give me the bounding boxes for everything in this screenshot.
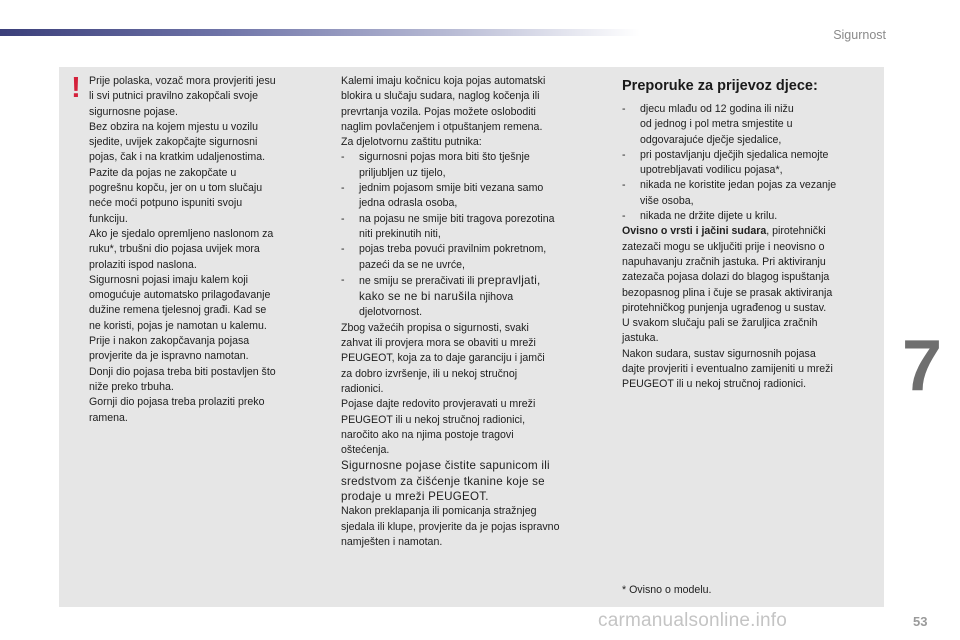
text-line: djelotvornost. — [359, 306, 423, 319]
list-item — [341, 150, 603, 181]
text-line: bezopasnog plina i čuje se prasak aktiviranja — [622, 286, 833, 299]
dash-bullet: - — [341, 151, 345, 164]
watermark: carmanualsonline.info — [598, 610, 788, 631]
text-line: nikada ne koristite jedan pojas za vezanje — [640, 179, 837, 192]
list-item — [341, 273, 603, 321]
text-line: od jednog i pol metra smjestite u — [640, 118, 793, 131]
child-recommendations-column — [622, 77, 878, 393]
text-line: pirotehničkog punjenja ugrađenog u sustav. — [622, 301, 827, 314]
text-line: zatezači mogu se uključiti prije i neovisno o — [622, 240, 825, 253]
text-line: dajte provjeriti i eventualno zamijeniti u mreži — [622, 363, 833, 376]
text-line: sjedala ili klupe, provjerite da je pojas ispravno — [341, 520, 560, 533]
text-line: jastuka. — [622, 332, 659, 345]
text-line: niže preko trbuha. — [89, 380, 174, 393]
text-line: na pojasu ne smije biti tragova porezotina — [359, 212, 555, 225]
text-line: neće moći potpuno ispuniti svoju — [89, 197, 243, 210]
text-line: zahvat ili provjera mora se obaviti u mreži — [341, 337, 536, 350]
text-line: više osoba, — [640, 194, 694, 207]
text-fragment-large: kako se ne bi narušila — [359, 290, 477, 304]
text-line: funkciju. — [89, 212, 128, 225]
list-item — [341, 242, 603, 273]
text-line: priljubljen uz tijelo, — [359, 166, 446, 179]
text-line: Pazite da pojas ne zakopčate u — [89, 166, 237, 179]
warning-text-column — [89, 74, 313, 426]
text-line: odgovarajuće dječje sjedalice, — [640, 133, 782, 146]
text-line: zatezača pojasa dolazi do blagog ispuštanja — [622, 271, 830, 284]
text-line: pojas, čak i na kratkim udaljenostima. — [89, 151, 266, 164]
text-fragment: , pirotehnički — [766, 225, 826, 238]
list-item — [622, 178, 878, 209]
text-line: namješten i namotan. — [341, 535, 443, 548]
chapter-number: 7 — [902, 326, 943, 406]
text-line: radionici. — [341, 382, 384, 395]
text-line-large: prodaje u mreži PEUGEOT. — [341, 490, 489, 504]
list-item — [341, 181, 603, 212]
text-line: prolaziti ispod naslona. — [89, 258, 197, 271]
text-fragment: ne smiju se preračivati ili — [359, 274, 478, 287]
text-line: Nakon sudara, sustav sigurnosnih pojasa — [622, 347, 816, 360]
text-line: Gornji dio pojasa treba prolaziti preko — [89, 396, 265, 409]
dash-bullet: - — [622, 210, 626, 223]
text-line: pogrešnu kopču, jer on u tom slučaju — [89, 182, 263, 195]
header-bar — [0, 29, 640, 36]
dash-bullet: - — [341, 182, 345, 195]
text-line: U svakom slučaju pali se žaruljica zračnih — [622, 317, 818, 330]
text-line: Nakon preklapanja ili pomicanja stražnjeg — [341, 505, 537, 518]
dash-bullet: - — [341, 243, 345, 256]
text-line: blokira u slučaju sudara, naglog kočenja ili — [341, 90, 540, 103]
text-line: provjerite da je ispravno namotan. — [89, 350, 249, 363]
text-line: pri postavljanju dječjih sjedalica nemojte — [640, 148, 829, 161]
text-line: pojas treba povući pravilnim pokretnom, — [359, 243, 547, 256]
warning-exclamation-icon: ! — [71, 72, 81, 104]
text-line: ruku*, trbušni dio pojasa uvijek mora — [89, 243, 260, 256]
text-line: za dobro izvršenje, ili u nekoj stručnoj — [341, 367, 518, 380]
list-item — [622, 148, 878, 179]
text-line: Bez obzira na kojem mjestu u vozilu — [89, 120, 258, 133]
dash-bullet: - — [622, 103, 626, 115]
section-title: Sigurnost — [833, 28, 886, 42]
text-line: oštećenja. — [341, 444, 390, 457]
text-fragment: njihova — [476, 291, 514, 304]
text-line: Za djelotvornu zaštitu putnika: — [341, 136, 482, 149]
text-line: Kalemi imaju kočnicu koja pojas automatski — [341, 75, 546, 87]
text-line: prevrtanja vozila. Pojas možete osloboditi — [341, 105, 536, 118]
list-item — [622, 209, 878, 224]
text-line: niti prekinutih niti, — [359, 227, 441, 240]
text-line: napuhavanju zračnih jastuka. Pri aktiviranju — [622, 255, 826, 268]
text-line: Donji dio pojasa treba biti postavljen što — [89, 365, 276, 378]
dash-bullet: - — [341, 273, 345, 286]
seat-belt-text-column — [341, 74, 603, 550]
text-line: ramena. — [89, 411, 128, 424]
dash-bullet: - — [622, 148, 626, 161]
text-line: jedna odrasla osoba, — [359, 197, 458, 210]
text-line-large: sredstvom za čišćenje tkanine koje se — [341, 474, 545, 488]
bold-lead: Ovisno o vrsti i jačini sudara — [622, 225, 767, 238]
text-line: upotrebljavati vodilicu pojasa*, — [640, 164, 783, 177]
text-line: dužine remena tjelesnoj građi. Kad se — [89, 304, 267, 317]
text-line: nikada ne držite dijete u krilu. — [640, 210, 778, 223]
dash-bullet: - — [341, 212, 345, 225]
list-item — [341, 212, 603, 243]
text-line — [359, 273, 603, 289]
text-line: li svi putnici pravilno zakopčali svoje — [89, 90, 258, 103]
recommendations-heading: Preporuke za prijevoz djece: — [622, 78, 818, 94]
text-line: sjedite, uvijek zakopčajte sigurnosni — [89, 136, 258, 149]
text-line: Pojase dajte redovito provjeravati u mreži — [341, 398, 536, 411]
text-line: ne koristi, pojas je namotan u kalemu. — [89, 319, 267, 332]
list-item — [622, 102, 878, 148]
text-line — [359, 289, 603, 305]
text-line: Prije polaska, vozač mora provjeriti jesu — [89, 75, 276, 87]
text-line: sigurnosni pojas mora biti što tješnje — [359, 151, 530, 164]
text-line: omogućuje automatsko prilagođavanje — [89, 289, 271, 302]
page-number: 53 — [913, 614, 928, 629]
text-line: Prije i nakon zakopčavanja pojasa — [89, 335, 250, 348]
text-line-large: Sigurnosne pojase čistite sapunicom ili — [341, 459, 550, 473]
text-line: Sigurnosni pojasi imaju kalem koji — [89, 273, 248, 286]
text-line: PEUGEOT ili u nekoj stručnoj radionici, — [341, 413, 526, 426]
text-line: pazeći da se ne uvrće, — [359, 258, 465, 271]
text-line: naglim povlačenjem i otpuštanjem remena. — [341, 120, 543, 133]
text-line: PEUGEOT, koja za to daje garanciju i jamči — [341, 352, 545, 365]
text-line: naročito ako na njima postoje tragovi — [341, 428, 514, 441]
dash-bullet: - — [622, 179, 626, 192]
text-line: djecu mlađu od 12 godina ili nižu — [640, 103, 794, 115]
text-line: PEUGEOT ili u nekoj stručnoj radionici. — [622, 378, 807, 391]
text-line: Zbog važećih propisa o sigurnosti, svaki — [341, 321, 529, 334]
text-line — [622, 224, 878, 239]
text-fragment-large: prepravljati, — [477, 273, 541, 287]
text-line: jednim pojasom smije biti vezana samo — [359, 182, 544, 195]
footnote: * Ovisno o modelu. — [622, 584, 712, 596]
text-line: sigurnosne pojase. — [89, 105, 178, 118]
text-line: Ako je sjedalo opremljeno naslonom za — [89, 227, 274, 240]
